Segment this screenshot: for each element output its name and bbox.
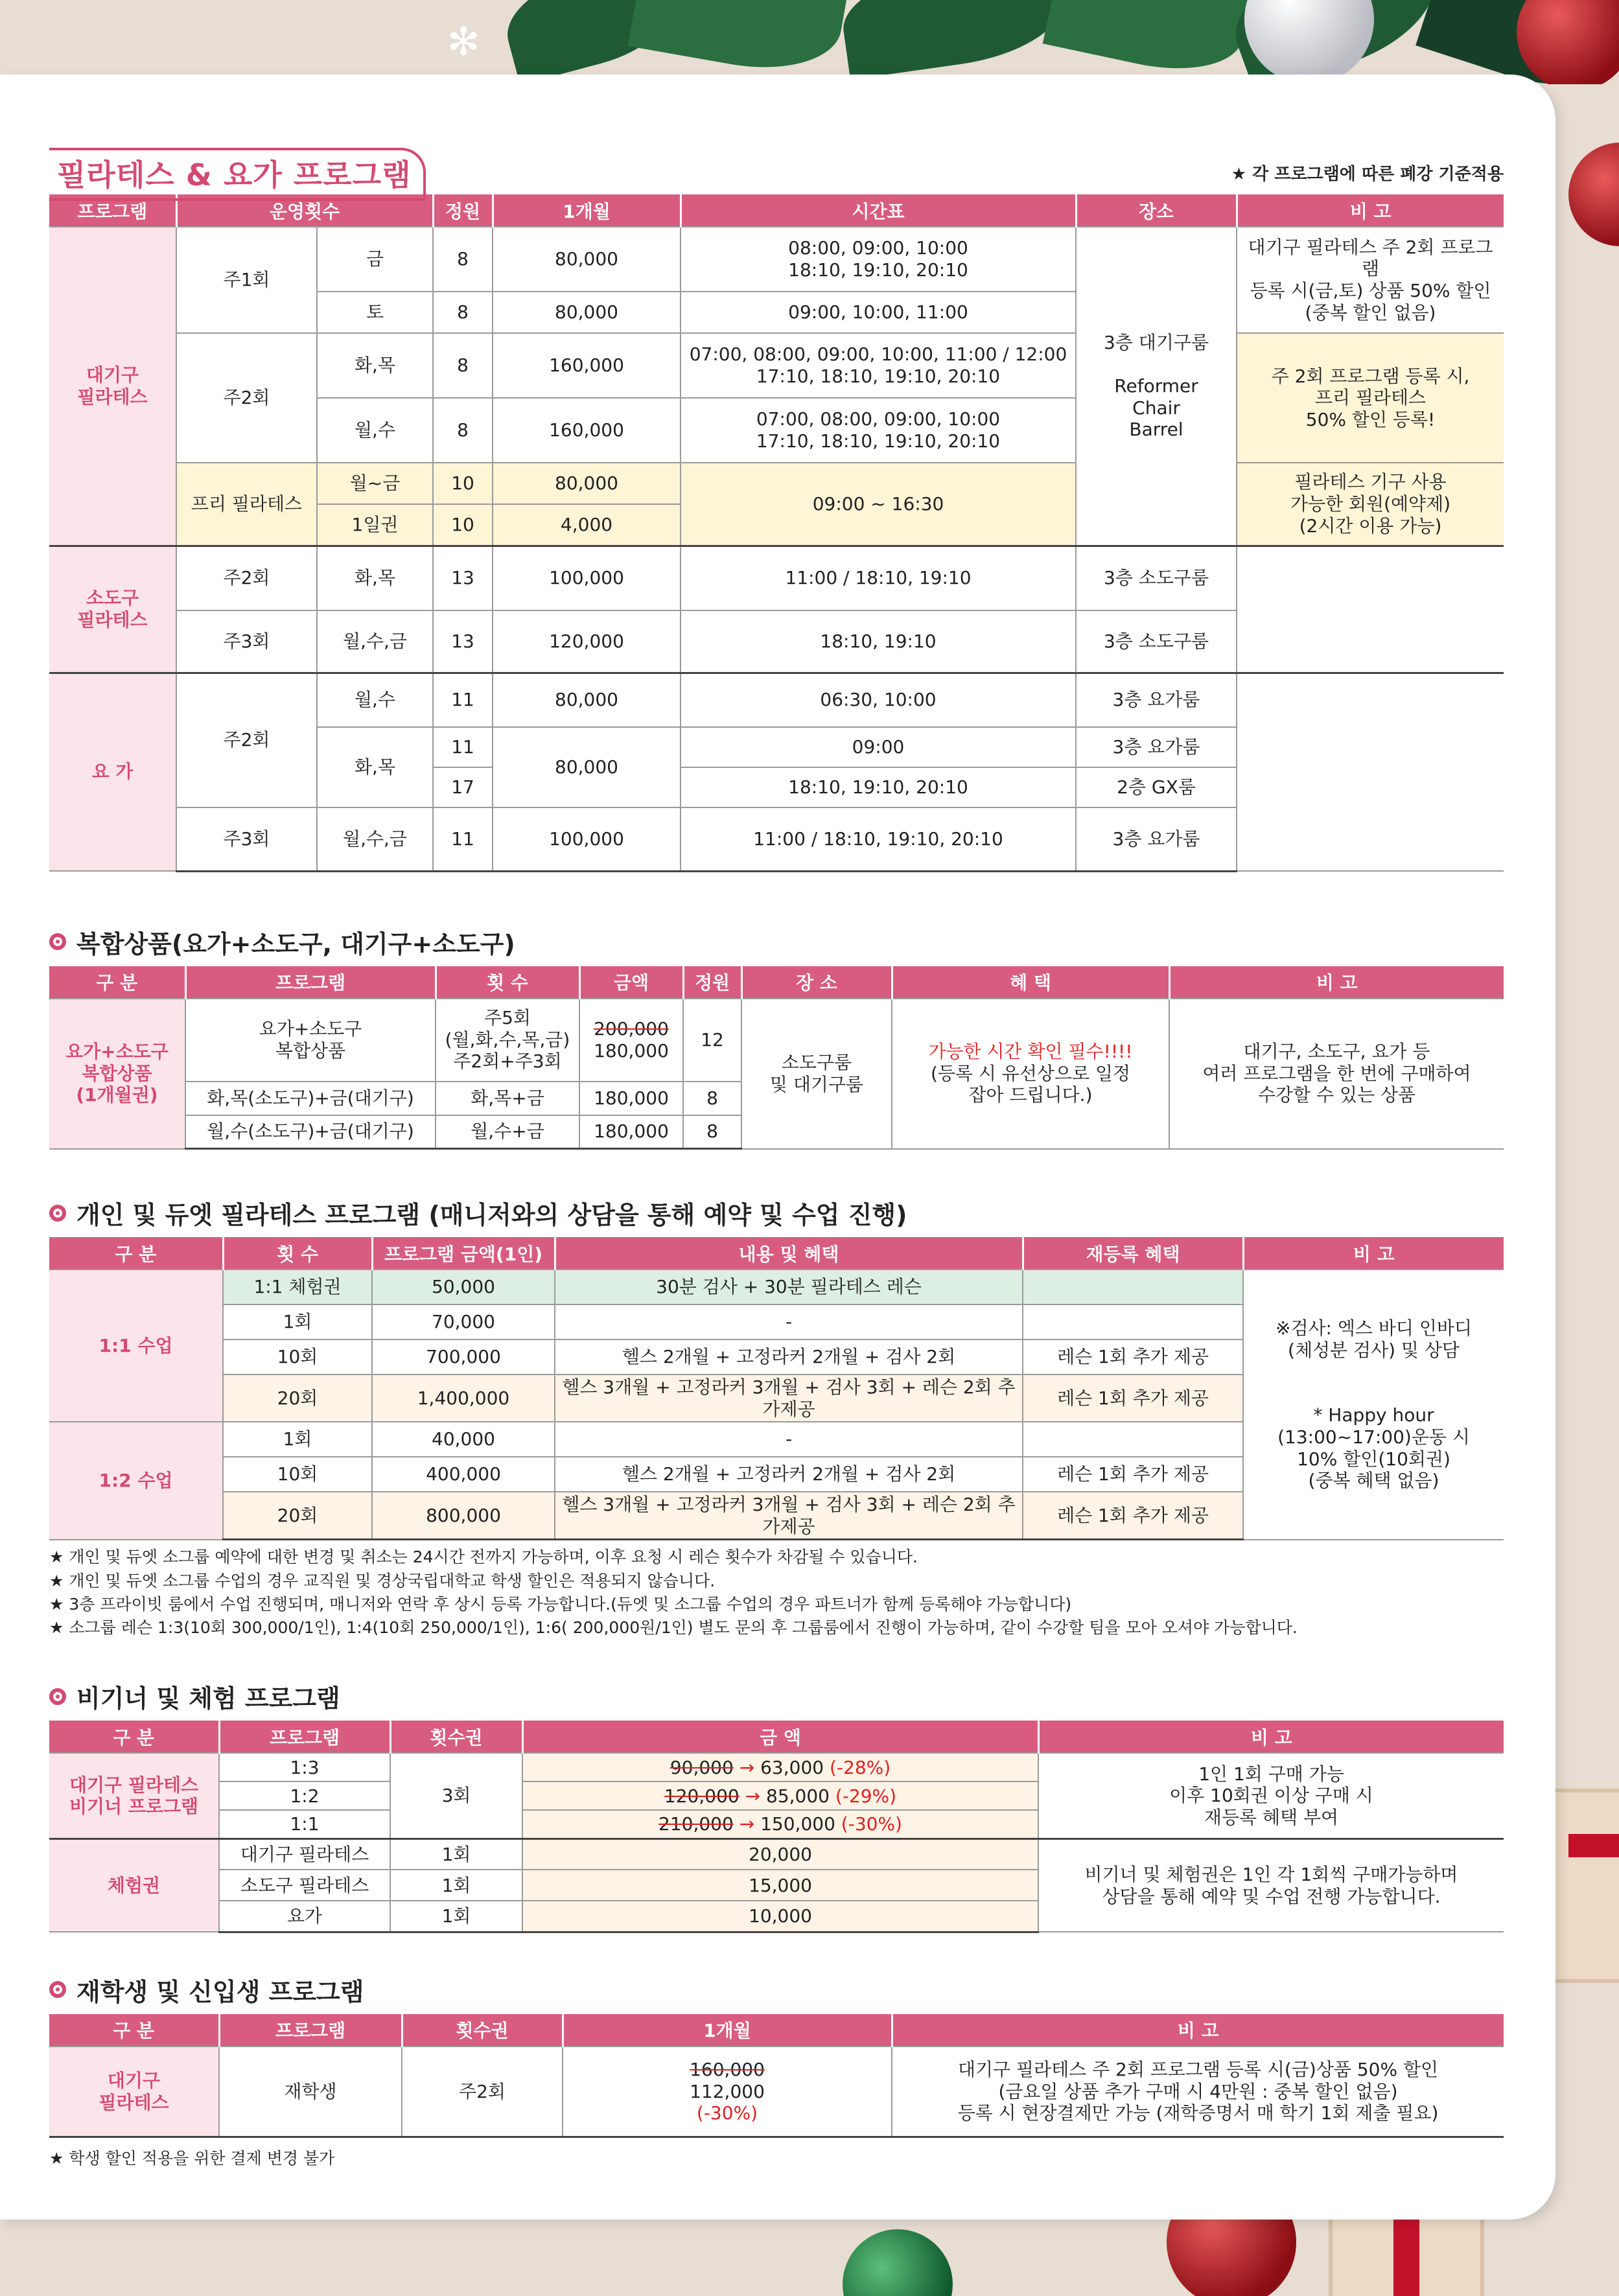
desc-cell: 헬스 2개월 + 고정라커 2개월 + 검사 2회: [555, 1457, 1023, 1492]
price-cell: 50,000: [372, 1270, 555, 1305]
note-cell: 대기구, 소도구, 요가 등 여러 프로그램을 한 번에 구매하여 수강할 수 있는 상품: [1169, 999, 1504, 1149]
place-cell: 소도구룸 및 대기구룸: [741, 999, 892, 1149]
col-header: 1개월: [493, 194, 681, 227]
program-name: 소도구 필라테스: [49, 546, 176, 673]
program-cell: 1:2: [219, 1781, 390, 1810]
table-header-row: [49, 1721, 1504, 1753]
count-cell: 1:1 체험권: [223, 1270, 372, 1305]
student-footnote: ★ 학생 할인 적용을 위한 결제 변경 불가: [49, 2149, 335, 2168]
benefit-cell: [892, 999, 1169, 1149]
table-row: [49, 673, 1504, 727]
col-header: 프로그램: [185, 966, 436, 999]
price-cell: [522, 1810, 1038, 1838]
price-cell: 700,000: [372, 1339, 555, 1374]
page-title: 필라테스 & 요가 프로그램: [49, 148, 426, 201]
day-cell: 월~금: [317, 463, 433, 504]
capacity-cell: 8: [683, 1082, 741, 1115]
note-cell: ※검사: 엑스 바디 인바디 (체성분 검사) 및 상담 * Happy hour (13:00~17:00)운동 시 10% 할인(10회권) (중복 혜택 없음): [1243, 1270, 1504, 1540]
col-header: 금액: [579, 966, 683, 999]
price-cell: [522, 1753, 1038, 1781]
combo-table: [49, 966, 1504, 1150]
price-cell: 20,000: [522, 1838, 1038, 1870]
note-cell: 비기너 및 체험권은 1인 각 1회씩 구매가능하며 상담을 통해 예약 및 수업 전행 가능합니다.: [1038, 1838, 1504, 1932]
benefit-warning: 가능한 시간 확인 필수!!!!: [928, 1041, 1133, 1063]
desc-cell: 헬스 3개월 + 고정라커 3개월 + 검사 3회 + 레슨 2회 추가제공: [555, 1374, 1023, 1422]
col-header: 내용 및 혜택: [555, 1237, 1023, 1270]
price-cell: 4,000: [493, 504, 681, 546]
section-title-student: [49, 1972, 1504, 2008]
arrow-icon: →: [739, 1756, 761, 1778]
capacity-cell: 8: [433, 227, 493, 292]
place-cell: 3층 요가룸: [1076, 673, 1237, 727]
snowflake-icon: ✻: [447, 19, 480, 65]
frequency-cell: 주3회: [176, 807, 317, 871]
category-cell: 체험권: [49, 1838, 219, 1932]
count-cell: 20회: [223, 1492, 372, 1540]
time-cell: 18:10, 19:10, 20:10: [681, 767, 1076, 807]
benefit-text: (등록 시 유선상으로 일정 잡아 드립니다.): [930, 1062, 1131, 1106]
rereg-cell: 레슨 1회 추가 제공: [1023, 1457, 1243, 1492]
ornament-icon: [1568, 143, 1619, 246]
new-price: 85,000: [766, 1785, 830, 1807]
section-title-text: 재학생 및 신입생 프로그램: [76, 1977, 364, 2006]
count-cell: 주2회: [402, 2047, 563, 2137]
col-header: 장 소: [741, 966, 892, 999]
section-title-private: [49, 1195, 1504, 1231]
table-header-row: [49, 2014, 1504, 2047]
note-line: ★ 소그룹 레슨 1:3(10회 300,000/1인), 1:4(10회 250,000/1인), 1:6( 200,000원/1인) 별도 문의 후 그룹룸에서 진행이 가능하며, 같이 수강할 팀을 모아 오셔야 가능합니다.: [49, 1618, 1298, 1638]
old-price: 160,000: [690, 2059, 765, 2081]
col-header: 비 고: [1169, 966, 1504, 999]
day-cell: 월,수,금: [317, 610, 433, 673]
main-header: [49, 148, 1504, 194]
capacity-cell: 8: [433, 398, 493, 463]
arrow-icon: →: [739, 1813, 761, 1835]
col-header: 시간표: [681, 194, 1076, 227]
day-cell: 토: [317, 292, 433, 333]
main-program-table: [49, 194, 1504, 872]
note-line: ★ 개인 및 듀엣 소그룹 수업의 경우 교직원 및 경상국립대학교 학생 할인은 적용되지 않습니다.: [49, 1571, 716, 1590]
program-cell: 1:3: [219, 1753, 390, 1781]
col-header: 프로그램: [219, 2014, 402, 2047]
time-cell: 08:00, 09:00, 10:00 18:10, 19:10, 20:10: [681, 227, 1076, 292]
capacity-cell: 12: [683, 999, 741, 1082]
table-row: [49, 546, 1504, 610]
price-cell: 80,000: [493, 727, 681, 807]
category-cell: 요가+소도구 복합상품 (1개월권): [49, 999, 185, 1149]
day-cell: 화,목: [317, 333, 433, 398]
capacity-cell: 8: [683, 1115, 741, 1149]
closing-note: ★ 각 프로그램에 따른 폐강 기준적용: [1231, 165, 1504, 184]
price-cell: 100,000: [493, 546, 681, 610]
price-cell: 40,000: [372, 1422, 555, 1457]
bullet-circle-icon: [49, 1688, 66, 1705]
count-cell: 주5회 (월,화,수,목,금) 주2회+주3회: [436, 999, 579, 1082]
rereg-cell: [1023, 1422, 1243, 1457]
place-cell: 3층 대기구룸 Reformer Chair Barrel: [1076, 227, 1237, 546]
table-row: [49, 463, 1504, 504]
table-row: [49, 1753, 1504, 1781]
program-cell: 재학생: [219, 2047, 402, 2137]
col-header: 횟수권: [402, 2014, 563, 2047]
time-cell: 18:10, 19:10: [681, 610, 1076, 673]
count-cell: 1회: [390, 1870, 522, 1901]
private-lesson-table: [49, 1237, 1504, 1540]
frequency-cell: 주2회: [176, 673, 317, 807]
program-cell: 요가+소도구 복합상품: [185, 999, 436, 1082]
time-cell: 09:00 ~ 16:30: [681, 463, 1076, 546]
price-cell: 800,000: [372, 1492, 555, 1540]
capacity-cell: 13: [433, 546, 493, 610]
price-cell: 1,400,000: [372, 1374, 555, 1422]
count-cell: 10회: [223, 1339, 372, 1374]
price-cell: 400,000: [372, 1457, 555, 1492]
col-header: 금 액: [522, 1721, 1038, 1753]
rereg-cell: 레슨 1회 추가 제공: [1023, 1374, 1243, 1422]
rereg-cell: 레슨 1회 추가 제공: [1023, 1339, 1243, 1374]
capacity-cell: 11: [433, 807, 493, 871]
day-cell: 월,수: [317, 398, 433, 463]
col-header: 1개월: [563, 2014, 892, 2047]
discount-pct: (-29%): [835, 1785, 897, 1807]
col-header: 비 고: [1243, 1237, 1504, 1270]
section-title-text: 복합상품(요가+소도구, 대기구+소도구): [76, 929, 515, 958]
col-header: 비 고: [1237, 194, 1504, 227]
student-table: [49, 2014, 1504, 2139]
col-header: 횟 수: [436, 966, 579, 999]
table-row: [49, 1838, 1504, 1870]
table-header-row: [49, 966, 1504, 999]
day-cell: 금: [317, 227, 433, 292]
day-cell: 화,목: [317, 727, 433, 807]
category-cell: 대기구 필라테스: [49, 2047, 219, 2137]
section-title-text: 비기너 및 체험 프로그램: [76, 1684, 340, 1713]
gift-ribbon: [1568, 1834, 1619, 1857]
category-cell: 1:1 수업: [49, 1270, 223, 1422]
price-cell: 180,000: [579, 1115, 683, 1149]
col-header: 구 분: [49, 1721, 219, 1753]
capacity-cell: 17: [433, 767, 493, 807]
table-row: [49, 2047, 1504, 2137]
desc-cell: 헬스 2개월 + 고정라커 2개월 + 검사 2회: [555, 1339, 1023, 1374]
col-header: 프로그램: [219, 1721, 390, 1753]
price-cell: [579, 999, 683, 1082]
rereg-cell: [1023, 1270, 1243, 1305]
program-name: 대기구 필라테스: [49, 227, 176, 546]
capacity-cell: 8: [433, 292, 493, 333]
time-cell: 07:00, 08:00, 09:00, 10:00 17:10, 18:10, 19:10, 20:10: [681, 398, 1076, 463]
col-header: 횟수권: [390, 1721, 522, 1753]
note-cell: [1237, 673, 1504, 871]
price-cell: 15,000: [522, 1870, 1038, 1901]
capacity-cell: 10: [433, 463, 493, 504]
price-cell: [563, 2047, 892, 2137]
private-notes: [49, 1546, 1504, 1640]
count-cell: 3회: [390, 1753, 522, 1838]
old-price: 210,000: [658, 1813, 734, 1835]
program-cell: 요가: [219, 1901, 390, 1932]
price-cell: 70,000: [372, 1305, 555, 1339]
discount-pct: (-30%): [841, 1813, 902, 1835]
price-cell: 180,000: [579, 1082, 683, 1115]
desc-cell: -: [555, 1422, 1023, 1457]
note-cell: 대기구 필라테스 주 2회 프로그램 등록 시(금)상품 50% 할인 (금요일 상품 추가 구매 시 4만원 : 중복 할인 없음) 등록 시 현장결제만 가능 (재학증명서 매 학기 1회 제출 필요): [892, 2047, 1504, 2137]
note-cell: 1인 1회 구매 가능 이후 10회권 이상 구매 시 재등록 혜택 부여: [1038, 1753, 1504, 1838]
count-cell: 1회: [223, 1305, 372, 1339]
new-price: 112,000: [690, 2080, 765, 2102]
rereg-cell: [1023, 1305, 1243, 1339]
program-content: [49, 148, 1504, 2171]
beginner-table: [49, 1721, 1504, 1933]
category-cell: 1:2 수업: [49, 1422, 223, 1540]
table-row: [49, 227, 1504, 292]
rereg-cell: 레슨 1회 추가 제공: [1023, 1492, 1243, 1540]
count-cell: 10회: [223, 1457, 372, 1492]
col-header: 혜 택: [892, 966, 1169, 999]
note-cell: 대기구 필라테스 주 2회 프로그램 등록 시(금,토) 상품 50% 할인 (중복 할인 없음): [1237, 227, 1504, 333]
col-header: 구 분: [49, 1237, 223, 1270]
col-header: 재등록 혜택: [1023, 1237, 1243, 1270]
price-cell: 100,000: [493, 807, 681, 871]
col-header: 정원: [433, 194, 493, 227]
price-cell: 120,000: [493, 610, 681, 673]
old-price: 120,000: [664, 1785, 740, 1807]
old-price: 200,000: [594, 1017, 669, 1039]
count-cell: 1회: [223, 1422, 372, 1457]
section-title-combo: [49, 924, 1504, 960]
time-cell: 09:00, 10:00, 11:00: [681, 292, 1076, 333]
col-header: 정원: [683, 966, 741, 999]
note-line: ★ 3층 프라이빗 룸에서 수업 진행되며, 매니저와 연락 후 상시 등록 가능합니다.(듀엣 및 소그룹 수업의 경우 파트너가 함께 등록해야 가능합니다): [49, 1594, 1072, 1614]
program-cell: 소도구 필라테스: [219, 1870, 390, 1901]
place-cell: 3층 소도구룸: [1076, 610, 1237, 673]
day-cell: 월,수: [317, 673, 433, 727]
col-header: 운영횟수: [176, 194, 433, 227]
category-cell: 대기구 필라테스 비기너 프로그램: [49, 1753, 219, 1838]
frequency-cell: 주2회: [176, 546, 317, 610]
count-cell: 20회: [223, 1374, 372, 1422]
capacity-cell: 8: [433, 333, 493, 398]
time-cell: 11:00 / 18:10, 19:10: [681, 546, 1076, 610]
day-cell: 화,목: [317, 546, 433, 610]
place-cell: 3층 요가룸: [1076, 807, 1237, 871]
col-header: 구 분: [49, 2014, 219, 2047]
col-header: 비 고: [892, 2014, 1504, 2047]
section-title-beginner: [49, 1678, 1504, 1714]
col-header: 구 분: [49, 966, 185, 999]
col-header: 프로그램 금액(1인): [372, 1237, 555, 1270]
program-cell: 대기구 필라테스: [219, 1838, 390, 1870]
new-price: 150,000: [760, 1813, 835, 1835]
count-cell: 1회: [390, 1838, 522, 1870]
price-cell: 10,000: [522, 1901, 1038, 1932]
program-name: 요 가: [49, 673, 176, 871]
time-cell: 07:00, 08:00, 09:00, 10:00, 11:00 / 12:00 17:10, 18:10, 19:10, 20:10: [681, 333, 1076, 398]
discount-pct: (-30%): [696, 2102, 758, 2124]
price-cell: 160,000: [493, 333, 681, 398]
ornament-icon: [843, 2229, 953, 2296]
capacity-cell: 13: [433, 610, 493, 673]
place-cell: 3층 요가룸: [1076, 727, 1237, 767]
frequency-cell: 주2회: [176, 333, 317, 463]
table-row: [49, 999, 1504, 1082]
note-cell: 필라테스 기구 사용 가능한 회원(예약제) (2시간 이용 가능): [1237, 463, 1504, 546]
price-cell: 80,000: [493, 673, 681, 727]
bullet-circle-icon: [49, 1981, 66, 1998]
col-header: 프로그램: [49, 194, 176, 227]
price-cell: [522, 1781, 1038, 1810]
count-cell: 화,목+금: [436, 1082, 579, 1115]
desc-cell: 헬스 3개월 + 고정라커 3개월 + 검사 3회 + 레슨 2회 추가제공: [555, 1492, 1023, 1540]
frequency-cell: 프리 필라테스: [176, 463, 317, 546]
note-cell: 주 2회 프로그램 등록 시, 프리 필라테스 50% 할인 등록!: [1237, 333, 1504, 463]
new-price: 180,000: [594, 1039, 669, 1061]
time-cell: 11:00 / 18:10, 19:10, 20:10: [681, 807, 1076, 871]
program-cell: 월,수(소도구)+금(대기구): [185, 1115, 436, 1149]
note-cell: [1237, 546, 1504, 673]
table-row: [49, 1270, 1504, 1305]
frequency-cell: 주1회: [176, 227, 317, 333]
discount-pct: (-28%): [829, 1756, 891, 1778]
capacity-cell: 11: [433, 727, 493, 767]
new-price: 63,000: [760, 1756, 824, 1778]
place-cell: 2층 GX룸: [1076, 767, 1237, 807]
bullet-circle-icon: [49, 933, 66, 950]
count-cell: 월,수+금: [436, 1115, 579, 1149]
price-cell: 80,000: [493, 227, 681, 292]
desc-cell: 30분 검사 + 30분 필라테스 레슨: [555, 1270, 1023, 1305]
time-cell: 06:30, 10:00: [681, 673, 1076, 727]
capacity-cell: 10: [433, 504, 493, 546]
arrow-icon: →: [745, 1785, 766, 1807]
christmas-top-decoration: [0, 0, 1619, 84]
count-cell: 1회: [390, 1901, 522, 1932]
bullet-circle-icon: [49, 1205, 66, 1222]
price-cell: 80,000: [493, 463, 681, 504]
program-cell: 1:1: [219, 1810, 390, 1838]
price-cell: 80,000: [493, 292, 681, 333]
table-header-row: [49, 1237, 1504, 1270]
col-header: 비 고: [1038, 1721, 1504, 1753]
time-cell: 09:00: [681, 727, 1076, 767]
note-line: ★ 개인 및 듀엣 소그룹 예약에 대한 변경 및 취소는 24시간 전까지 가능하며, 이후 요청 시 레슨 횟수가 차감될 수 있습니다.: [49, 1548, 918, 1567]
place-cell: 3층 소도구룸: [1076, 546, 1237, 610]
old-price: 90,000: [670, 1756, 734, 1778]
table-row: [49, 333, 1504, 398]
frequency-cell: 주3회: [176, 610, 317, 673]
desc-cell: -: [555, 1305, 1023, 1339]
price-cell: 160,000: [493, 398, 681, 463]
section-title-text: 개인 및 듀엣 필라테스 프로그램 (매니저와의 상담을 통해 예약 및 수업 진행): [76, 1201, 907, 1229]
day-cell: 월,수,금: [317, 807, 433, 871]
day-cell: 1일권: [317, 504, 433, 546]
col-header: 장소: [1076, 194, 1237, 227]
col-header: 횟 수: [223, 1237, 372, 1270]
program-cell: 화,목(소도구)+금(대기구): [185, 1082, 436, 1115]
capacity-cell: 11: [433, 673, 493, 727]
